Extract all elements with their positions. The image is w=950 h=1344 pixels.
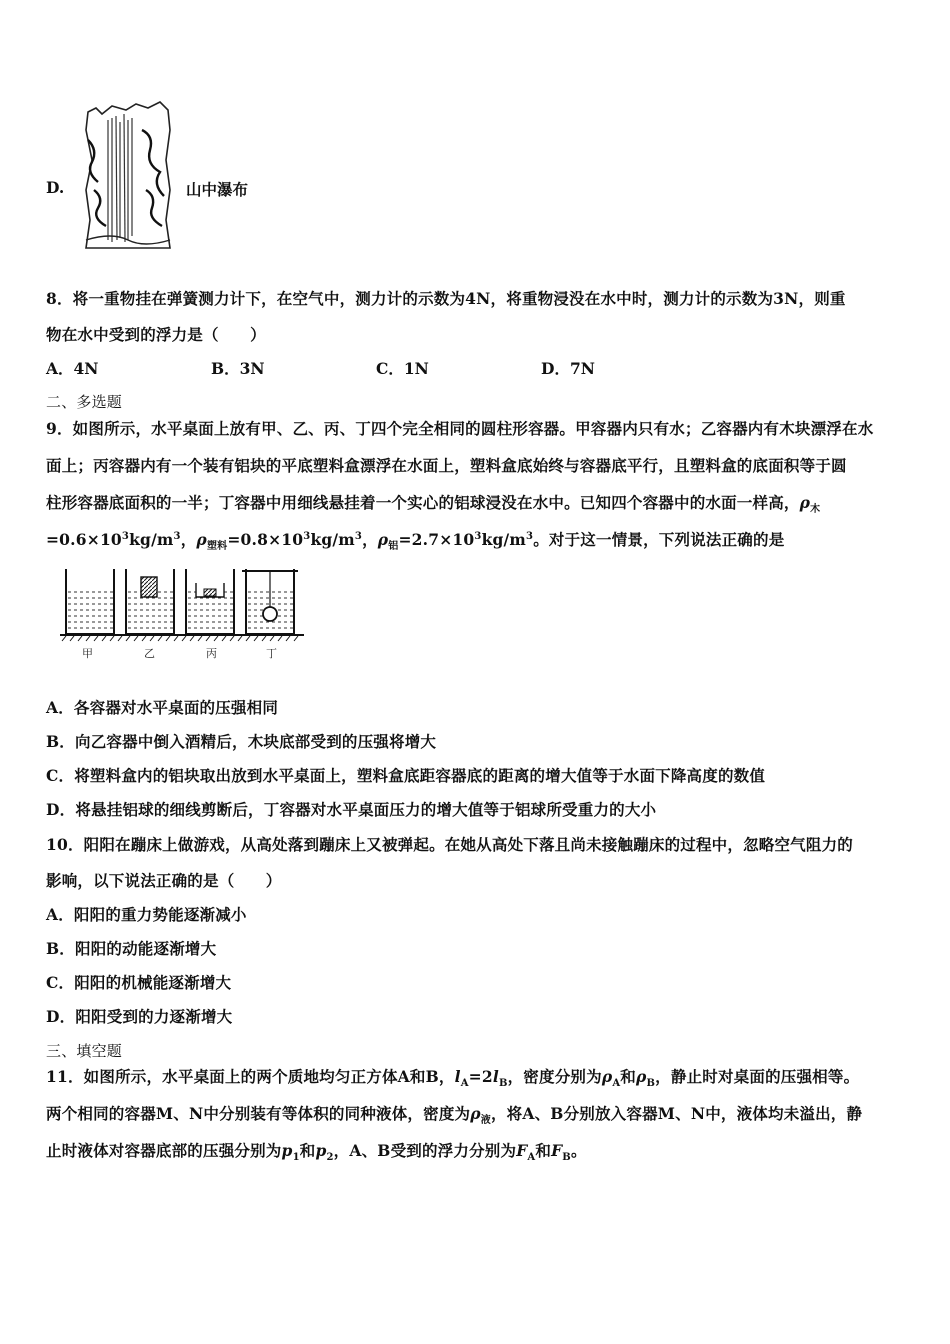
q9-stem-line1: 9．如图所示，水平桌面上放有甲、乙、丙、丁四个完全相同的圆柱形容器。甲容器内只有水；乙容器内有木块漂浮在水: [46, 419, 874, 438]
q8-option-d: D．7N: [541, 359, 595, 378]
q9-containers-figure: [56, 565, 310, 665]
aluminum-ball: [263, 607, 277, 621]
section-2-title: 二、多选题: [46, 393, 123, 411]
q9-stem-line4: $=0.6\times 10^3kg/m^3$，$\rho_{塑料}=0.8\times 10^3kg/m^3$，$\rho_铝=2.7\times 10^3kg/m^3$。对于这一情景，下列说法正确的是: [46, 530, 785, 553]
q11-stem-line3: 止时液体对容器底部的压强分别为$p_1$和$p_2$，A、B受到的浮力分别为$F_A$和$F_B$。: [46, 1141, 587, 1164]
label-bing: 丙: [206, 647, 217, 660]
q10-stem-line2: 影响，以下说法正确的是（ ）: [46, 871, 282, 890]
q11-stem-line1: 11．如图所示，水平桌面上的两个质地均匀正方体A和B，$l_A=2l_B$，密度分别为$\rho_A$和$\rho_B$，静止时对桌面的压强相等。: [46, 1067, 860, 1090]
q9-option-d: D．将悬挂铝球的细线剪断后，丁容器对水平桌面压力的增大值等于铝球所受重力的大小: [46, 800, 657, 819]
q8-option-a: A．4N: [46, 359, 99, 378]
container-ding: [242, 569, 298, 634]
q10-option-c: C．阳阳的机械能逐渐增大: [46, 973, 232, 992]
q8-option-b: B．3N: [211, 359, 265, 378]
q7-option-d-letter: D.: [46, 178, 65, 197]
q10-stem-line1: 10．阳阳在蹦床上做游戏，从高处落到蹦床上又被弹起。在她从高处下落且尚未接触蹦床的过程中，忽略空气阻力的: [46, 835, 853, 854]
label-yi: 乙: [144, 647, 155, 660]
q7-option-d-caption: 山中瀑布: [186, 180, 249, 199]
q9-stem-line3: 柱形容器底面积的一半；丁容器中用细线悬挂着一个实心的铝球浸没在水中。已知四个容器中的水面一样高，$\rho_木$: [46, 493, 821, 516]
q10-option-b: B．阳阳的动能逐渐增大: [46, 939, 217, 958]
section-3-title: 三、填空题: [46, 1042, 123, 1060]
label-jia: 甲: [82, 647, 93, 660]
q9-option-c: C．将塑料盒内的铝块取出放到水平桌面上，塑料盒底距容器底的距离的增大值等于水面下降高度的数值: [46, 766, 766, 785]
q9-stem-line2: 面上；丙容器内有一个装有铝块的平底塑料盒漂浮在水面上，塑料盒底始终与容器底平行，且塑料盒的底面积等于圆: [46, 456, 847, 475]
q9-option-b: B．向乙容器中倒入酒精后，木块底部受到的压强将增大: [46, 732, 437, 751]
q9-option-a: A．各容器对水平桌面的压强相同: [46, 698, 279, 717]
container-yi: [126, 569, 174, 634]
container-bing: [186, 569, 234, 634]
q8-option-c: C．1N: [376, 359, 429, 378]
container-jia: [66, 569, 114, 634]
waterfall-image: [82, 100, 174, 250]
q10-option-a: A．阳阳的重力势能逐渐减小: [46, 905, 247, 924]
q8-stem-line1: 8．将一重物挂在弹簧测力计下，在空气中，测力计的示数为4N，将重物浸没在水中时，测力计的示数为3N，则重: [46, 289, 846, 308]
q11-stem-line2: 两个相同的容器M、N中分别装有等体积的同种液体，密度为$\rho_液$，将A、B分别放入容器M、N中，液体均未溢出，静: [46, 1104, 863, 1127]
q10-option-d: D．阳阳受到的力逐渐增大: [46, 1007, 233, 1026]
aluminum-block: [204, 589, 216, 596]
q8-stem-line2: 物在水中受到的浮力是（ ）: [46, 325, 266, 344]
wood-block: [141, 577, 157, 597]
label-ding: 丁: [266, 647, 277, 660]
